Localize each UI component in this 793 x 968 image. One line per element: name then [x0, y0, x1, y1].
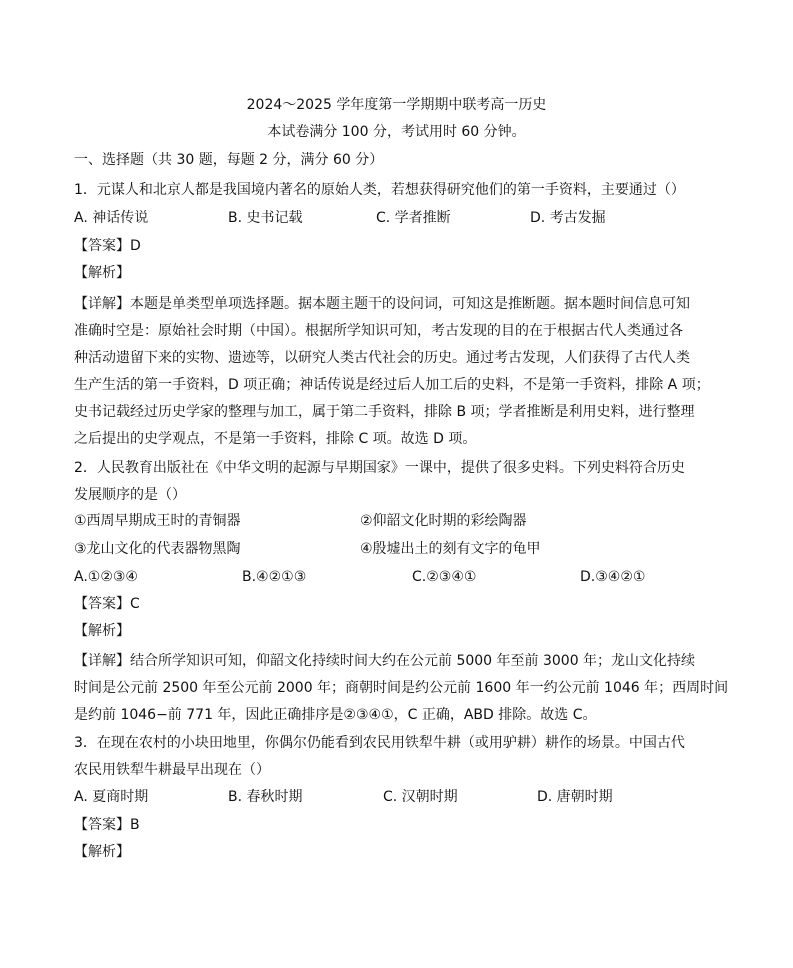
section-heading: 一、选择题（共 30 题，每题 2 分，满分 60 分） [74, 152, 384, 168]
q2-option-c: C.②③④① [412, 569, 477, 585]
q2-stem-line: 发展顺序的是（） [74, 487, 186, 503]
q3-option-b: B. 春秋时期 [228, 789, 303, 805]
q3-option-d: D. 唐朝时期 [537, 789, 613, 805]
q3-answer: 【答案】B [74, 817, 140, 833]
q1-detail-line: 史书记载经过历史学家的整理与加工，属于第二手资料，排除 B 项；学者推断是利用史料，进行整理 [74, 404, 695, 420]
q1-detail-line: 准确时空是：原始社会时期（中国）。根据所学知识可知，考古发现的目的在于根据古代人类通过各 [74, 323, 683, 339]
q2-detail-line: 【详解】结合所学知识可知，仰韶文化持续时间大约在公元前 5000 年至前 3000 年；龙山文化持续 [74, 653, 696, 669]
q2-stem-line: 2．人民教育出版社在《中华文明的起源与早期国家》一课中，提供了很多史料。下列史料符合历史 [74, 460, 685, 476]
q2-detail-line: 时间是公元前 2500 年至公元前 2000 年；商朝时间是约公元前 1600 年一约公元前 1046 年；西周时间 [74, 680, 729, 696]
exam-title: 2024～2025 学年度第一学期期中联考高一历史 [246, 97, 547, 113]
q3-analysis-label: 【解析】 [74, 844, 130, 860]
q1-detail-line: 之后提出的史学观点，不是第一手资料，排除 C 项。故选 D 项。 [74, 431, 477, 447]
q1-detail-line: 【详解】本题是单类型单项选择题。据本题主题干的设问词，可知这是推断题。据本题时间信息可知 [74, 296, 690, 312]
q2-item-2: ②仰韶文化时期的彩绘陶器 [360, 513, 527, 529]
q3-stem-line: 农民用铁犁牛耕最早出现在（） [74, 762, 270, 778]
q2-option-a: A.①②③④ [74, 569, 138, 585]
q2-item-1: ①西周早期成王时的青铜器 [74, 513, 241, 529]
q2-item-4: ④殷墟出土的刻有文字的龟甲 [360, 541, 541, 557]
exam-subtitle: 本试卷满分 100 分，考试用时 60 分钟。 [267, 124, 526, 140]
q1-option-a: A. 神话传说 [74, 210, 149, 226]
q1-option-d: D. 考古发掘 [530, 210, 606, 226]
q1-detail-line: 生产生活的第一手资料，D 项正确；神话传说是经过后人加工后的史料，不是第一手资料，排除 A 项； [74, 377, 710, 393]
q3-option-c: C. 汉朝时期 [383, 789, 458, 805]
q1-detail-line: 种活动遗留下来的实物、遗迹等，以研究人类古代社会的历史。通过考古发现，人们获得了古代人类 [74, 350, 690, 366]
q2-item-3: ③龙山文化的代表器物黑陶 [74, 541, 241, 557]
q3-option-a: A. 夏商时期 [74, 789, 149, 805]
q1-option-c: C. 学者推断 [376, 210, 451, 226]
q1-answer: 【答案】D [74, 238, 141, 254]
q2-answer: 【答案】C [74, 596, 140, 612]
q1-option-b: B. 史书记载 [228, 210, 303, 226]
q1-stem: 1．元谋人和北京人都是我国境内著名的原始人类，若想获得研究他们的第一手资料，主要通过（） [74, 182, 685, 198]
q2-detail-line: 是约前 1046−前 771 年，因此正确排序是②③④①，C 正确，ABD 排除。故选 C。 [74, 707, 597, 723]
q2-analysis-label: 【解析】 [74, 623, 130, 639]
q1-analysis-label: 【解析】 [74, 265, 130, 281]
q3-stem-line: 3．在现在农村的小块田地里，你偶尔仍能看到农民用铁犁牛耕（或用驴耕）耕作的场景。中国古代 [74, 735, 685, 751]
q2-option-d: D.③④②① [580, 569, 646, 585]
q2-option-b: B.④②①③ [242, 569, 307, 585]
